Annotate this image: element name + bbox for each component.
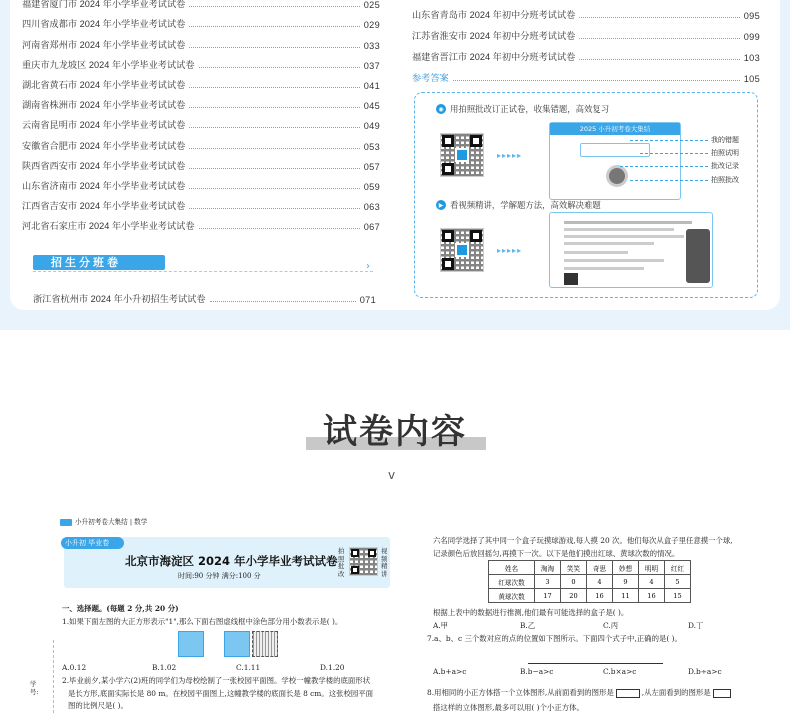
question-2: 2.毕业前夕,某小学六(2)班的同学们为母校绘制了一张校园平面图。学校一幢教学楼的底面形状 [62,676,371,685]
table-cell: 4 [639,575,665,589]
square-figure [178,631,204,657]
table-cell: 红球次数 [489,575,535,589]
chevron-down-icon: v [388,468,396,482]
toc-leader [189,208,359,209]
option: C.丙 [603,621,619,630]
toc-item[interactable] [22,0,380,10]
option: A.甲 [433,621,449,630]
toc-item-page: 045 [360,101,380,111]
section-tag: 招生分班卷 [33,255,165,270]
option: B.1.02 [152,663,177,672]
toc-leader [189,107,359,108]
table-cell: 3 [535,575,561,589]
toc-item-title: 重庆市九龙坡区 2024 年小学毕业考试试卷 [22,57,199,71]
table-cell: 16 [639,589,665,603]
scan-text-1: 用拍照批改订正试卷，收集错题，高效复习 [450,104,610,114]
toc-leader [189,47,359,48]
scan-label: 我的错题 [711,136,739,144]
toc-item[interactable] [412,63,760,83]
toc-item[interactable] [22,111,380,131]
exam-meta: 时间:90 分钟 满分:100 分 [178,572,261,580]
toc-item-title: 福建省厦门市 2024 年小学毕业考试试卷 [22,0,189,10]
option: A.b+a>c [433,667,467,676]
toc-item[interactable] [22,192,380,212]
toc-leader [579,17,739,18]
toc-leader [189,188,359,189]
video-preview-panel [549,212,713,288]
toc-leader [189,26,359,27]
toc-item[interactable] [22,152,380,172]
toc-item[interactable] [412,43,760,63]
toc-item-page: 063 [360,202,380,212]
toc-item-title: 江苏省淮安市 2024 年初中分班考试试卷 [412,28,579,42]
toc-item[interactable] [22,51,380,71]
section-header [25,252,380,274]
toc-item-page: 053 [360,142,380,152]
toc-leader [189,87,359,88]
toc-item-title: 陕西省西安市 2024 年小学毕业考试试卷 [22,158,189,172]
toc-item-page: 049 [360,121,380,131]
table-cell: 明明 [639,561,665,575]
app-icons-row [580,143,650,157]
exam-qr-code[interactable] [349,547,378,576]
toc-leader [579,59,739,60]
question-6: 根据上表中的数据进行推测,他们最有可能选择的盒子是( )。 [433,608,629,617]
toc-item-page: 029 [360,20,380,30]
camera-icon [455,148,469,162]
exam-title: 北京市海淀区 2024 年小学毕业考试试卷 [125,554,338,568]
scan-label: 批改记录 [711,162,739,170]
toc-leader [189,127,359,128]
table-cell: 姓名 [489,561,535,575]
toc-item[interactable] [22,10,380,30]
toc-item-title: 浙江省杭州市 2024 年小升初招生考试试卷 [33,291,210,305]
table-cell: 黄球次数 [489,589,535,603]
toc-leader [210,301,356,302]
toc-item-title: 四川省成都市 2024 年小学毕业考试试卷 [22,16,189,30]
toc-leader [189,6,359,7]
teacher-video-thumbnail [686,229,710,283]
square-figure [224,631,250,657]
toc-item-page: 041 [360,81,380,91]
toc-item-page: 105 [740,74,760,84]
toc-leader [579,38,739,39]
side-strip [42,640,54,713]
scan-label: 拍照批改 [711,176,739,184]
option: C.b×a>c [603,667,637,676]
toc-leader [199,228,360,229]
toc-item[interactable] [22,212,380,232]
table-cell: 0 [561,575,587,589]
toc-item[interactable] [22,131,380,151]
table-cell: 11 [613,589,639,603]
table-cell: 妙想 [613,561,639,575]
toc-item-page: 037 [360,61,380,71]
toc-leader [189,148,359,149]
toc-item[interactable] [22,30,380,50]
toc-item-page: 095 [740,11,760,21]
toc-leader [199,67,360,68]
student-id-label: 学号: [30,680,39,696]
toc-item[interactable] [22,71,380,91]
toc-item-title: 云南省昆明市 2024 年小学毕业考试试卷 [22,117,189,131]
toc-item-title: 山东省济南市 2024 年小学毕业考试试卷 [22,178,189,192]
option: D.丁 [688,621,704,630]
toc-item[interactable] [22,91,380,111]
toc-item-page: 067 [360,222,380,232]
section-toc-item[interactable] [33,285,376,305]
toc-item[interactable] [412,1,760,21]
toc-item-title: 安徽省合肥市 2024 年小学毕业考试试卷 [22,138,189,152]
scan-line-1 [436,103,609,115]
toc-item-page: 033 [360,41,380,51]
toc-item-title: 参考答案 [412,70,453,84]
question-7: 7.a、b、c 三个数对应的点的位置如下图所示。下面四个式子中,正确的是( )。 [427,634,682,643]
table-cell: 笑笑 [561,561,587,575]
table-cell: 15 [665,589,691,603]
toc-leader [189,168,359,169]
play-icon: ▶ [436,200,446,210]
toc-item-title: 河北省石家庄市 2024 年小学毕业考试试卷 [22,218,199,232]
arrows-icon: ▸▸▸▸▸ [497,246,523,255]
arrow-icon: › [366,261,370,272]
toc-item-title: 江西省吉安市 2024 年小学毕业考试试卷 [22,198,189,212]
heading-text: 试卷内容 [323,412,467,452]
table-cell: 20 [561,589,587,603]
app-preview-title: 2025 小升初考卷大集结 [550,123,680,135]
toc-item[interactable] [412,22,760,42]
section-divider [33,271,373,272]
video-explain-label: 视频精讲 [381,547,388,578]
shutter-icon [606,165,628,187]
table-cell: 红红 [665,561,691,575]
option: B.b−a>c [520,667,554,676]
question-8: 8.用相同的小正方体搭一个立体图形,从前面看到的图形是 ,从左面看到的图形是 [427,687,733,698]
toc-item-title: 福建省晋江市 2024 年初中分班考试试卷 [412,49,579,63]
table-cell: 9 [613,575,639,589]
qr-code-photo[interactable] [440,133,484,177]
table-cell: 奇思 [587,561,613,575]
question-2: 是长方形,底面实际长是 80 m。在校园平面图上,这幢教学楼的底面长是 8 cm。这张校园平面 [68,689,374,698]
toc-leader [453,80,740,81]
option: D.1.20 [320,663,345,672]
toc-item-page: 071 [356,295,376,305]
table-cell: 4 [587,575,613,589]
photo-grade-label: 拍照批改 [338,547,345,578]
table-cell: 16 [587,589,613,603]
question-2: 图的比例尺是( )。 [68,701,128,710]
toc-item-title: 湖南省株洲市 2024 年小学毕业考试试卷 [22,97,189,111]
toc-item-page: 057 [360,162,380,172]
section-heading [0,404,790,453]
toc-item-page: 059 [360,182,380,192]
paper-series: 小升初考卷大集结 | 数学 [60,516,147,526]
number-line [528,663,663,664]
arrows-icon: ▸▸▸▸▸ [497,151,523,160]
scan-label: 拍照试明 [711,149,739,157]
section-title: 一、选择题。(每题 2 分,共 20 分) [62,604,179,613]
grid-figure [252,631,278,657]
camera-icon [455,243,469,257]
camera-icon: ◉ [436,104,446,114]
question-6: 六名同学选择了其中同一个盒子玩摸球游戏,每人摸 20 次。他们每次从盒子里任意摸一个球, [433,536,733,545]
option: A.0.12 [62,663,87,672]
toc-item-title: 河南省郑州市 2024 年小学毕业考试试卷 [22,37,189,51]
option: D.b÷a>c [688,667,722,676]
toc-item-page: 099 [740,32,760,42]
table-cell: 淘淘 [535,561,561,575]
question-8: 搭这样的立体图形,最多可以用( )个小正方体。 [433,703,584,712]
question-1: 1.如果下面左图的大正方形表示"1",那么下面右图虚线框中涂色部分用小数表示是( )。 [62,617,343,626]
mini-tag: 小升初 毕业卷 [61,537,124,549]
toc-item-page: 103 [740,53,760,63]
toc-item-title: 湖北省黄石市 2024 年小学毕业考试试卷 [22,77,189,91]
qr-code-video[interactable] [440,228,484,272]
app-preview-panel [549,122,681,200]
toc-item-title: 山东省青岛市 2024 年初中分班考试试卷 [412,7,579,21]
table-cell: 17 [535,589,561,603]
option: C.1.11 [236,663,261,672]
scan-text-2: 看视频精讲，学解题方法，高效解决难题 [450,200,601,210]
toc-item[interactable] [22,172,380,192]
video-control-icon [564,273,578,285]
table-cell: 5 [665,575,691,589]
toc-item-page: 025 [360,0,380,10]
score-table [488,560,691,603]
scan-line-2 [436,199,601,211]
option: B.乙 [520,621,536,630]
question-6: 记录颜色后放回摇匀,再摸下一次。以下是他们摸出红球、黄球次数的情况。 [433,549,680,558]
